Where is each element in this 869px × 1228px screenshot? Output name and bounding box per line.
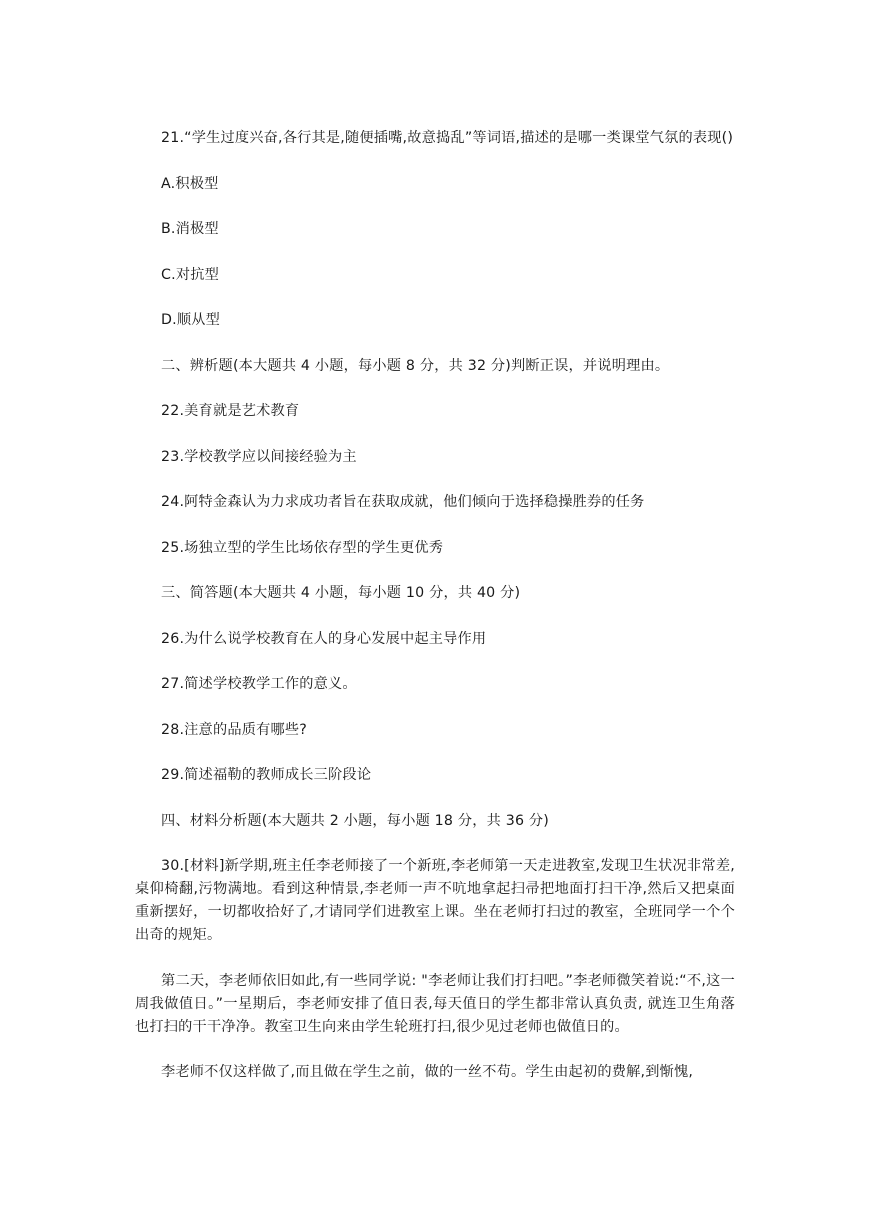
question-21: 21.“学生过度兴奋,各行其是,随便插嘴,故意捣乱”等词语,描述的是哪一类课堂气氛的表现() — [161, 130, 734, 146]
option-a: A.积极型 — [161, 175, 219, 192]
question-30-material: 30.[材料]新学期,班主任李老师接了一个新班,李老师第一天走进教室,发现卫生状况非常差,桌仰椅翻,污物满地。看到这种情景,李老师一声不吭地拿起扫帚把地面打扫干净,然后又把桌面重新摆好，一切都收拾好了,才请同学们进教室上课。坐在老师打扫过的教室，全班同学一个个出奇的规矩。 — [135, 858, 735, 943]
question-26: 26.为什么说学校教育在人的身心发展中起主导作用 — [161, 630, 487, 647]
document-body — [135, 127, 735, 1107]
option-d: D.顺从型 — [161, 312, 220, 328]
section-heading-3: 三、简答题(本大题共 4 小题，每小题 10 分，共 40 分) — [161, 585, 521, 601]
question-24: 24.阿特金森认为力求成功者旨在获取成就，他们倾向于选择稳操胜券的任务 — [161, 494, 645, 510]
question-30-paragraph-2: 第二天，李老师依旧如此,有一些同学说: "李老师让我们打扫吧。”李老师微笑着说:“不,这一周我做值日。”一星期后，李老师安排了值日表,每天值日的学生都非常认真负责, 就连卫生角落也打扫的干干净净。教室卫生向来由学生轮班打扫,很少见过老师也做值日的。 — [135, 972, 735, 1035]
question-25: 25.场独立型的学生比场依存型的学生更优秀 — [161, 539, 444, 556]
question-28: 28.注意的品质有哪些? — [161, 721, 307, 738]
section-heading-4: 四、材料分析题(本大题共 2 小题，每小题 18 分，共 36 分) — [161, 812, 550, 829]
option-b: B.消极型 — [161, 221, 219, 237]
question-22: 22.美育就是艺术教育 — [161, 403, 300, 419]
question-30-paragraph-3: 李老师不仅这样做了,而且做在学生之前，做的一丝不苟。学生由起初的费解,到惭愧, — [161, 1064, 694, 1080]
section-heading-2: 二、辨析题(本大题共 4 小题，每小题 8 分，共 32 分)判断正误，并说明理由。 — [161, 357, 670, 374]
question-29: 29.简述福勒的教师成长三阶段论 — [161, 767, 372, 783]
question-27: 27.简述学校教学工作的意义。 — [161, 676, 357, 692]
question-23: 23.学校教学应以间接经验为主 — [161, 448, 357, 465]
option-c: C.对抗型 — [161, 266, 219, 283]
